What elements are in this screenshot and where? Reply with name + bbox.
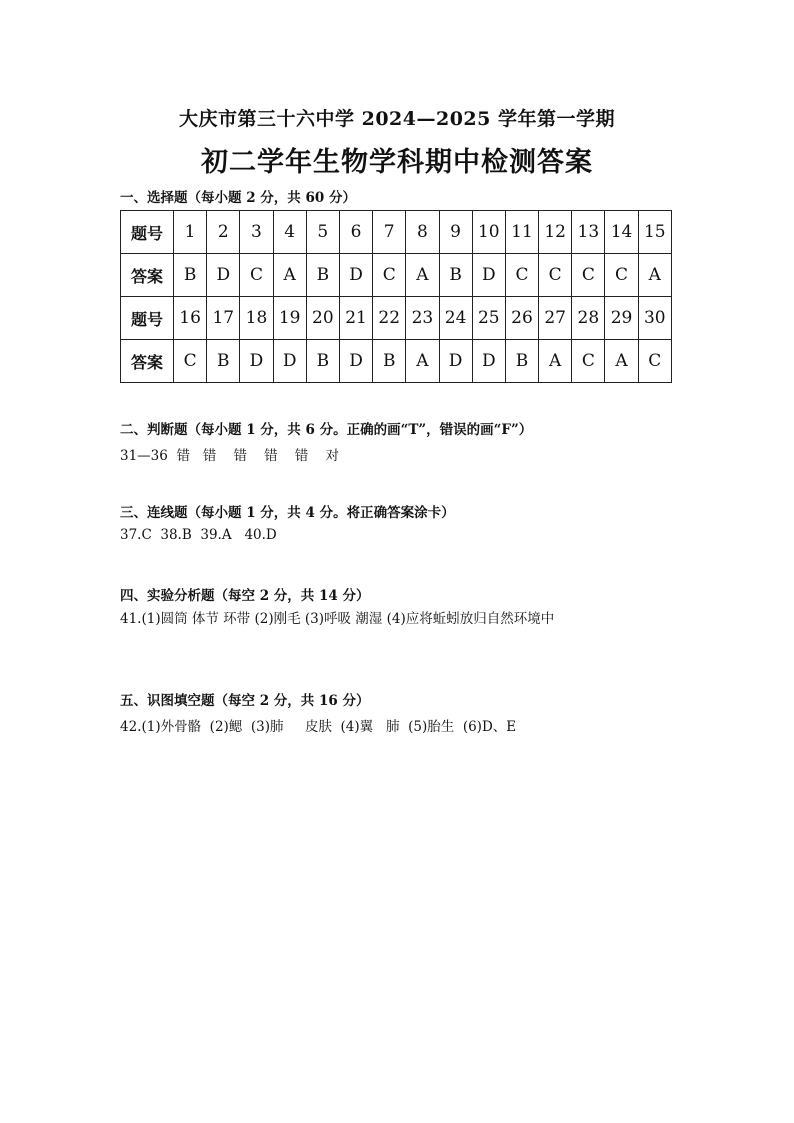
row-label-question-number: 题号 — [121, 297, 174, 340]
question-number-cell: 10 — [472, 211, 505, 254]
question-number-row — [121, 297, 672, 340]
answer-cell: B — [439, 254, 472, 297]
question-number-cell: 24 — [439, 297, 472, 340]
question-number-cell: 27 — [539, 297, 572, 340]
question-number-cell: 29 — [605, 297, 638, 340]
question-number-cell: 20 — [306, 297, 339, 340]
question-number-cell: 25 — [472, 297, 505, 340]
section-1-heading: 一、选择题（每小题 2 分，共 60 分） — [120, 190, 356, 206]
answer-cell: D — [273, 340, 306, 383]
question-number-cell: 16 — [174, 297, 207, 340]
question-number-cell: 9 — [439, 211, 472, 254]
section-3-answers: 37.C 38.B 39.A 40.D — [120, 527, 277, 543]
question-number-cell: 26 — [505, 297, 538, 340]
question-number-cell: 30 — [638, 297, 671, 340]
question-number-row — [121, 211, 672, 254]
question-number-cell: 1 — [174, 211, 207, 254]
question-number-cell: 23 — [406, 297, 439, 340]
answer-cell: B — [174, 254, 207, 297]
question-number-cell: 18 — [240, 297, 273, 340]
answer-cell: A — [638, 254, 671, 297]
answer-cell: C — [539, 254, 572, 297]
document-title-exam: 初二学年生物学科期中检测答案 — [201, 147, 593, 178]
answer-cell: A — [539, 340, 572, 383]
answer-cell: B — [306, 254, 339, 297]
answer-cell: C — [505, 254, 538, 297]
question-number-cell: 19 — [273, 297, 306, 340]
question-number-cell: 5 — [306, 211, 339, 254]
answer-row — [121, 254, 672, 297]
row-label-question-number: 题号 — [121, 211, 174, 254]
question-number-cell: 11 — [505, 211, 538, 254]
answer-cell: C — [174, 340, 207, 383]
answer-cell: C — [373, 254, 406, 297]
answer-cell: D — [472, 254, 505, 297]
answer-cell: B — [373, 340, 406, 383]
answer-cell: D — [439, 340, 472, 383]
row-label-answer: 答案 — [121, 254, 174, 297]
question-number-cell: 8 — [406, 211, 439, 254]
question-number-cell: 12 — [539, 211, 572, 254]
question-number-cell: 3 — [240, 211, 273, 254]
answer-cell: A — [406, 340, 439, 383]
question-number-cell: 6 — [339, 211, 372, 254]
answer-cell: C — [572, 254, 605, 297]
document-title-school: 大庆市第三十六中学 2024—2025 学年第一学期 — [179, 108, 615, 130]
row-label-answer: 答案 — [121, 340, 174, 383]
section-4-answers: 41.(1)圆筒 体节 环带 (2)刚毛 (3)呼吸 潮湿 (4)应将蚯蚓放归自然环境中 — [120, 611, 555, 627]
question-number-cell: 4 — [273, 211, 306, 254]
question-number-cell: 21 — [339, 297, 372, 340]
answer-cell: A — [406, 254, 439, 297]
question-number-cell: 7 — [373, 211, 406, 254]
answer-cell: D — [240, 340, 273, 383]
answer-cell: C — [572, 340, 605, 383]
answer-cell: B — [207, 340, 240, 383]
answer-table — [120, 210, 672, 383]
answer-cell: C — [605, 254, 638, 297]
answer-row — [121, 340, 672, 383]
answer-cell: A — [605, 340, 638, 383]
section-2-heading: 二、判断题（每小题 1 分，共 6 分。正确的画“T”，错误的画“F”） — [120, 422, 533, 438]
answer-cell: C — [638, 340, 671, 383]
question-number-cell: 28 — [572, 297, 605, 340]
answer-cell: D — [472, 340, 505, 383]
answer-cell: A — [273, 254, 306, 297]
question-number-cell: 15 — [638, 211, 671, 254]
section-3-heading: 三、连线题（每小题 1 分，共 4 分。将正确答案涂卡） — [120, 505, 455, 521]
answer-cell: C — [240, 254, 273, 297]
answer-cell: D — [339, 254, 372, 297]
question-number-cell: 14 — [605, 211, 638, 254]
section-4-heading: 四、实验分析题（每空 2 分，共 14 分） — [120, 588, 370, 604]
question-number-cell: 22 — [373, 297, 406, 340]
section-5-answers: 42.(1)外骨骼 (2)鳃 (3)肺 皮肤 (4)翼 肺 (5)胎生 (6)D、E — [120, 719, 517, 735]
section-2-answers: 31—36 错 错 错 错 错 对 — [120, 448, 339, 464]
question-number-cell: 13 — [572, 211, 605, 254]
answer-cell: B — [505, 340, 538, 383]
section-5-heading: 五、识图填空题（每空 2 分，共 16 分） — [120, 693, 370, 709]
answer-cell: D — [339, 340, 372, 383]
question-number-cell: 17 — [207, 297, 240, 340]
answer-cell: B — [306, 340, 339, 383]
question-number-cell: 2 — [207, 211, 240, 254]
answer-cell: D — [207, 254, 240, 297]
